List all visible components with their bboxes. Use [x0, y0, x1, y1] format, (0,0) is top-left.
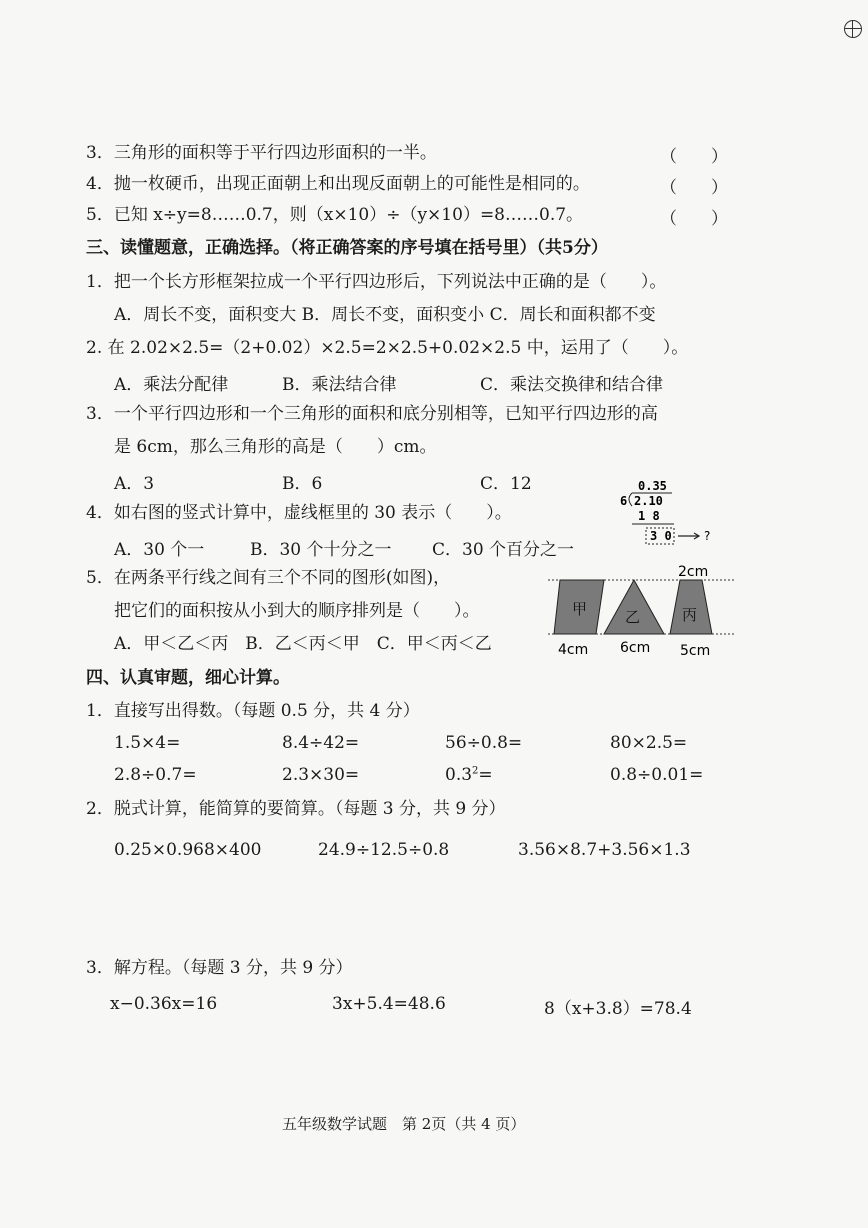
answer-paren: （ ） — [660, 147, 728, 167]
mental-calc-item: 0.8÷0.01= — [610, 765, 704, 785]
judge-q3: 3．三角形的面积等于平行四边形面积的一半。 — [86, 143, 437, 163]
division-question: ? — [704, 529, 711, 543]
s4-p3-title: 3．解方程。（每题 3 分，共 9 分） — [86, 958, 353, 978]
s3-q4-option-c: C．30 个百分之一 — [432, 540, 575, 560]
s3-q3-line1: 3．一个平行四边形和一个三角形的面积和底分别相等，已知平行四边形的高 — [86, 404, 658, 424]
division-quotient: 0.35 — [638, 479, 667, 493]
equation-item: 3x+5.4=48.6 — [332, 994, 446, 1014]
answer-paren: （ ） — [660, 178, 728, 198]
s3-q1-options: A．周长不变，面积变大 B．周长不变，面积变小 C．周长和面积都不变 — [114, 305, 656, 325]
mental-calc-item: 2.8÷0.7= — [114, 765, 197, 785]
mental-calc-item: 80×2.5= — [610, 733, 688, 753]
page-footer: 五年级数学试题 第 2页（共 4 页） — [282, 1115, 526, 1133]
step-calc-item: 0.25×0.968×400 — [114, 840, 262, 860]
s3-q3-line2: 是 6cm，那么三角形的高是（ ）cm。 — [114, 437, 437, 457]
mental-calc-item: 1.5×4= — [114, 733, 181, 753]
s3-q1: 1．把一个长方形框架拉成一个平行四边形后，下列说法中正确的是（ ）。 — [86, 272, 667, 292]
division-dividend: 2.10 — [634, 494, 663, 508]
s3-q2-option-b: B．乘法结合律 — [282, 375, 397, 395]
section4-title: 四、认真审题，细心计算。 — [86, 668, 290, 688]
registration-mark-icon — [844, 20, 862, 38]
mental-calc-item: 2.3×30= — [282, 765, 360, 785]
step-calc-item: 24.9÷12.5÷0.8 — [318, 840, 450, 860]
s3-q2-option-c: C．乘法交换律和结合律 — [480, 375, 664, 395]
shape-label-jia: 甲 — [572, 600, 588, 618]
mental-calc-item: $0.3^2=$ — [445, 765, 493, 785]
s3-q3-option-b: B．6 — [282, 474, 323, 494]
s3-q5-options: A．甲＜乙＜丙 B．乙＜丙＜甲 C．甲＜丙＜乙 — [114, 634, 492, 654]
equation-item: x−0.36x=16 — [110, 994, 218, 1014]
shapes-figure — [544, 560, 740, 660]
step-calc-item: 3.56×8.7+3.56×1.3 — [518, 840, 691, 860]
shape-label-yi: 乙 — [625, 608, 641, 626]
shape-label-bing: 丙 — [682, 606, 698, 624]
s3-q4: 4．如右图的竖式计算中，虚线框里的 30 表示（ ）。 — [86, 503, 512, 523]
shape-top-length: 2cm — [678, 564, 709, 580]
shape-base-2: 6cm — [620, 640, 651, 656]
s3-q4-option-a: A．30 个一 — [114, 540, 205, 560]
judge-q5: 5．已知 x÷y=8……0.7，则（x×10）÷（y×10）=8……0.7。 — [86, 205, 584, 225]
s3-q2: 2. 在 2.02×2.5=（2+0.02）×2.5=2×2.5+0.02×2.5 中，运用了（ ）。 — [86, 338, 689, 358]
s3-q4-option-b: B．30 个十分之一 — [250, 540, 392, 560]
long-division-figure — [612, 478, 722, 550]
shape-base-1: 4cm — [558, 642, 589, 658]
judge-q4: 4．抛一枚硬币，出现正面朝上和出现反面朝上的可能性是相同的。 — [86, 174, 590, 194]
answer-paren: （ ） — [660, 209, 728, 229]
equation-item: 8（x+3.8）=78.4 — [544, 999, 692, 1019]
mental-calc-item: 56÷0.8= — [445, 733, 523, 753]
s4-p1-title: 1．直接写出得数。（每题 0.5 分，共 4 分） — [86, 701, 420, 721]
s3-q5-line2: 把它们的面积按从小到大的顺序排列是（ ）。 — [114, 601, 480, 621]
mental-calc-item: 8.4÷42= — [282, 733, 360, 753]
division-subtrahend: 1 8 — [638, 509, 660, 523]
division-divisor: 6 — [620, 494, 628, 508]
s3-q2-option-a: A．乘法分配律 — [114, 375, 229, 395]
section3-title: 三、读懂题意，正确选择。（将正确答案的序号填在括号里）（共5分） — [86, 238, 608, 258]
shape-base-3: 5cm — [680, 643, 711, 659]
s4-p2-title: 2．脱式计算，能简算的要简算。（每题 3 分，共 9 分） — [86, 799, 506, 819]
s3-q5-line1: 5．在两条平行线之间有三个不同的图形(如图)， — [86, 568, 451, 588]
s3-q3-option-c: C．12 — [480, 474, 532, 494]
division-remainder: 3 0 — [650, 529, 672, 543]
s3-q3-option-a: A．3 — [114, 474, 155, 494]
